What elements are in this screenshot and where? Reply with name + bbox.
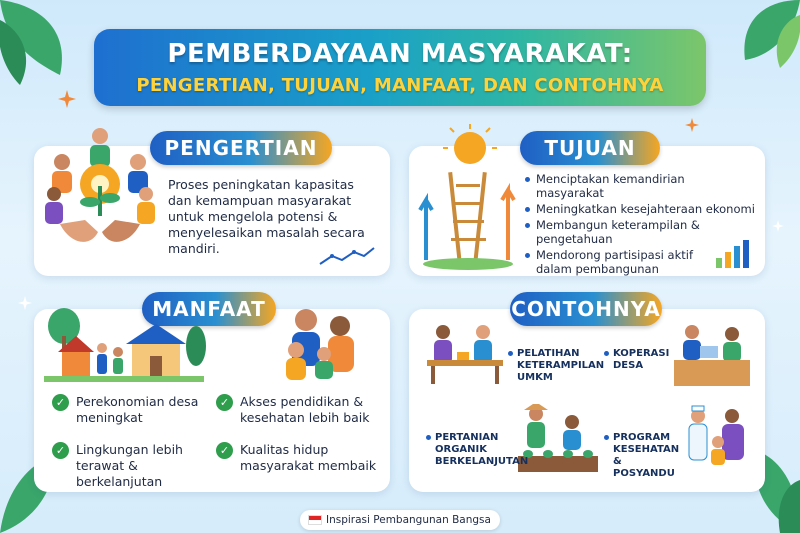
manfaat-item [216, 442, 386, 474]
indonesia-flag-icon [308, 515, 322, 525]
trend-line-icon [318, 246, 376, 268]
manfaat-item-text: Perekonomian desa meningkat [76, 394, 199, 425]
contohnya-heading: CONTOHNYA [510, 292, 662, 326]
title-banner [94, 29, 706, 106]
contohnya-item: PROGRAM KESEHATAN & POSYANDU [604, 432, 680, 480]
manfaat-item [216, 394, 386, 426]
footer-badge [300, 510, 500, 530]
contohnya-item: PELATIHAN KETERAMPILAN UMKM [508, 348, 598, 384]
sparkle-icon [772, 220, 784, 232]
contohnya-item: KOPERASI DESA [604, 348, 664, 372]
footer-text: Inspirasi Pembangunan Bangsa [326, 514, 491, 526]
community-hands-illustration [40, 124, 160, 250]
sparkle-icon [18, 296, 32, 310]
tujuan-item: Mendorong partisipasi aktif dalam pembangunan [524, 248, 704, 276]
leaf-decoration-top-left [0, 0, 90, 90]
manfaat-item-text: Akses pendidikan & kesehatan lebih baik [240, 394, 370, 425]
page-subtitle: PENGERTIAN, TUJUAN, MANFAAT, DAN CONTOHNYA [136, 75, 664, 96]
check-icon: ✓ [216, 442, 233, 459]
leaf-decoration-top-right [705, 0, 800, 70]
sparkle-icon [58, 90, 76, 108]
manfaat-heading: MANFAAT [142, 292, 276, 326]
bar-chart-icon [714, 240, 750, 268]
sun-ladder-illustration [418, 120, 518, 270]
organic-farming-illustration [518, 404, 598, 472]
contohnya-item: PERTANIAN ORGANIK BERKELANJUTAN [426, 432, 520, 468]
village-family-illustration [44, 306, 380, 384]
manfaat-item-text: Lingkungan lebih terawat & berkelanjutan [76, 442, 183, 489]
tujuan-item: Membangun keterampilan & pengetahuan [524, 218, 704, 246]
tujuan-heading: TUJUAN [520, 131, 660, 165]
tujuan-item: Menciptakan kemandirian masyarakat [524, 172, 756, 200]
page-title: PEMBERDAYAAN MASYARAKAT: [167, 39, 633, 69]
manfaat-item [52, 394, 202, 426]
health-posyandu-illustration [682, 404, 756, 472]
manfaat-item-text: Kualitas hidup masyarakat membaik [240, 442, 377, 473]
tujuan-item: Meningkatkan kesejahteraan ekonomi [524, 202, 756, 216]
check-icon: ✓ [52, 394, 69, 411]
check-icon: ✓ [52, 442, 69, 459]
manfaat-item [52, 442, 217, 490]
pengertian-text: Proses peningkatan kapasitas dan kemampuan masyarakat untuk mengelola potensi & menyelesaikan masalah secara mandiri. [168, 177, 365, 256]
training-illustration [425, 322, 505, 384]
check-icon: ✓ [216, 394, 233, 411]
sparkle-icon [685, 118, 699, 132]
pengertian-heading: PENGERTIAN [150, 131, 332, 165]
cooperative-office-illustration [672, 322, 752, 386]
